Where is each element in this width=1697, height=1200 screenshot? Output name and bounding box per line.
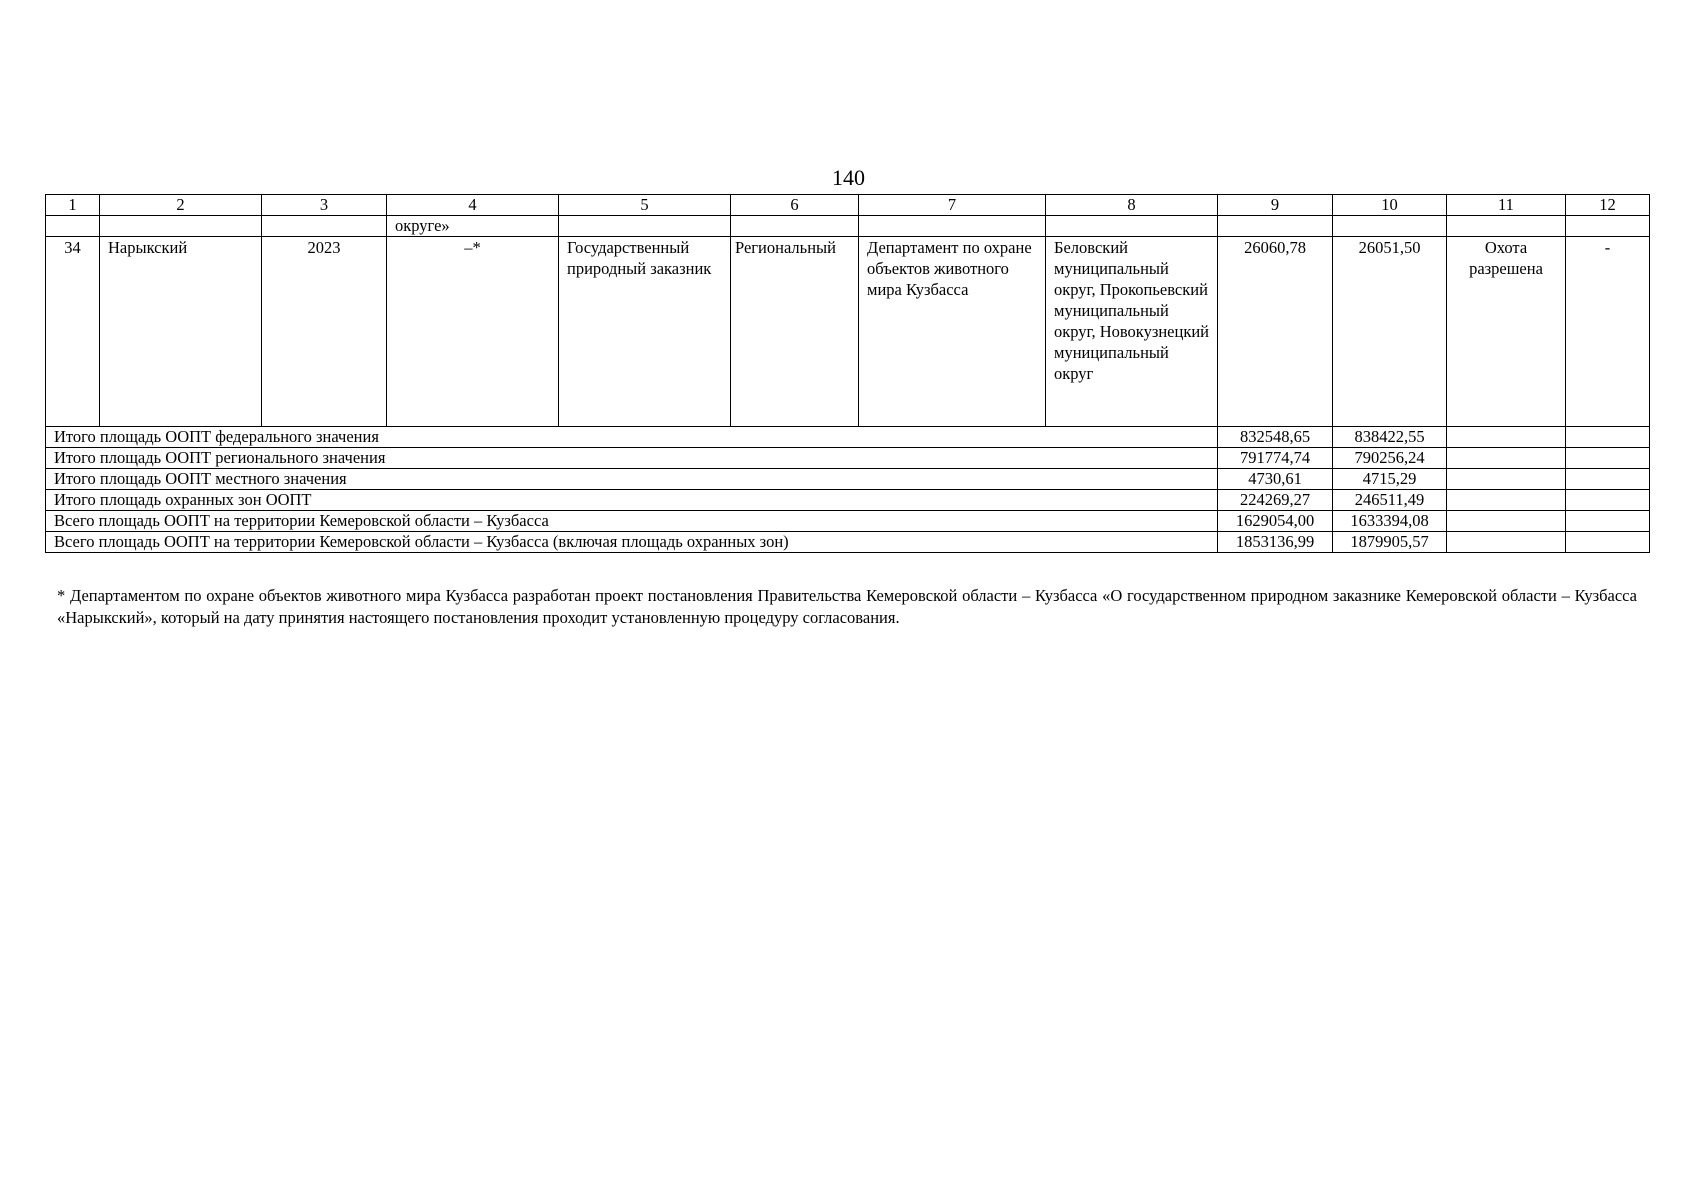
column-number: 1 [46, 195, 100, 216]
location: Беловский муниципальный округ, Прокопьевский муниципальный округ, Новокузнецкий муниципальный округ [1046, 237, 1218, 427]
total-row [46, 427, 1650, 448]
total-label: Итого площадь ООПТ регионального значения [46, 448, 1218, 469]
total-label: Всего площадь ООПТ на территории Кемеровской области – Кузбасса [46, 511, 1218, 532]
column-number: 3 [262, 195, 387, 216]
total-value-9: 1629054,00 [1218, 511, 1333, 532]
column-number: 7 [859, 195, 1046, 216]
significance: Региональный [731, 237, 859, 427]
total-row [46, 511, 1650, 532]
column-12-value: - [1566, 237, 1650, 427]
column-number: 12 [1566, 195, 1650, 216]
column-number: 2 [100, 195, 262, 216]
column-number: 9 [1218, 195, 1333, 216]
total-label: Итого площадь ООПТ федерального значения [46, 427, 1218, 448]
column-number: 4 [387, 195, 559, 216]
total-row [46, 490, 1650, 511]
total-value-10: 1633394,08 [1333, 511, 1447, 532]
total-value-10: 246511,49 [1333, 490, 1447, 511]
row-number: 34 [46, 237, 100, 427]
area-name: Нарыкский [100, 237, 262, 427]
column-number: 10 [1333, 195, 1447, 216]
protected-areas-table [45, 194, 1650, 553]
continuation-row [46, 216, 1650, 237]
total-row [46, 469, 1650, 490]
column-number: 8 [1046, 195, 1218, 216]
area-total: 26060,78 [1218, 237, 1333, 427]
continuation-text: округе» [387, 216, 559, 237]
column-number: 5 [559, 195, 731, 216]
column-number: 6 [731, 195, 859, 216]
document: –* [387, 237, 559, 427]
column-number-row [46, 195, 1650, 216]
page-number: 140 [832, 165, 865, 190]
total-value-10: 838422,55 [1333, 427, 1447, 448]
total-value-9: 224269,27 [1218, 490, 1333, 511]
total-value-9: 4730,61 [1218, 469, 1333, 490]
total-row [46, 532, 1650, 553]
total-value-10: 4715,29 [1333, 469, 1447, 490]
total-label: Итого площадь охранных зон ООПТ [46, 490, 1218, 511]
total-label: Всего площадь ООПТ на территории Кемеровской области – Кузбасса (включая площадь охранных зон) [46, 532, 1218, 553]
total-value-9: 1853136,99 [1218, 532, 1333, 553]
column-number: 11 [1447, 195, 1566, 216]
area-land: 26051,50 [1333, 237, 1447, 427]
total-value-10: 1879905,57 [1333, 532, 1447, 553]
total-value-9: 832548,65 [1218, 427, 1333, 448]
hunting-status: Охота разрешена [1447, 237, 1566, 427]
total-value-10: 790256,24 [1333, 448, 1447, 469]
category: Государственный природный заказник [559, 237, 731, 427]
total-value-9: 791774,74 [1218, 448, 1333, 469]
table-row [46, 237, 1650, 427]
total-row [46, 448, 1650, 469]
footnote: * Департаментом по охране объектов животного мира Кузбасса разработан проект постановления Правительства Кемеровской области – Кузбасса «О государственном природном заказнике Кемеровской области – Кузбасса «Нарыкский», который на дату принятия настоящего постановления проходит установленную процедуру согласования. [57, 586, 1637, 627]
year: 2023 [262, 237, 387, 427]
total-label: Итого площадь ООПТ местного значения [46, 469, 1218, 490]
authority: Департамент по охране объектов животного мира Кузбасса [859, 237, 1046, 427]
